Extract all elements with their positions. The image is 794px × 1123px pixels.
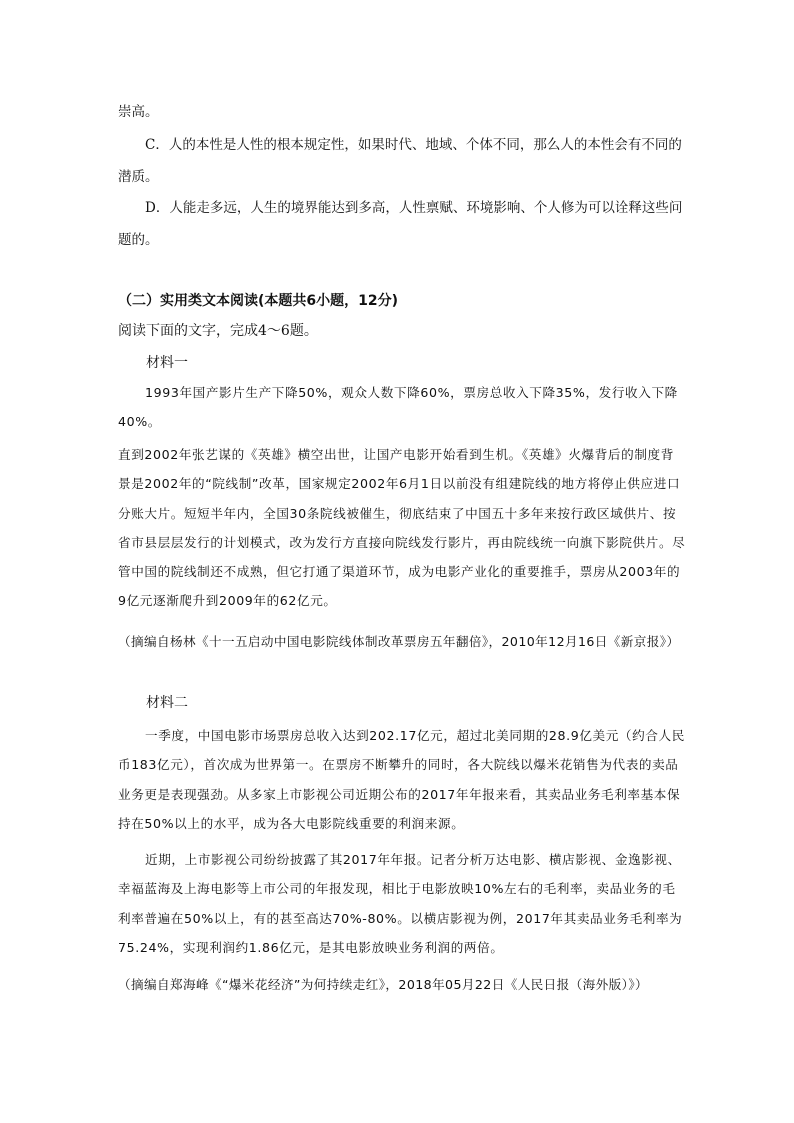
material-2-label: 材料二 xyxy=(146,695,188,711)
material-1-source: （摘编自杨林《十一五启动中国电影院线体制改革票房五年翻倍》，2010年12月16日《新京报》） xyxy=(118,634,680,649)
option-d: D．人能走多远，人生的境界能达到多高，人性禀赋、环境影响、个人修为可以诠释这些问题的。 xyxy=(118,200,683,248)
section-heading: （二）实用类文本阅读(本题共6小题，12分) xyxy=(118,293,399,309)
material-1-label: 材料一 xyxy=(146,355,188,371)
section-instruction: 阅读下面的文字，完成4～6题。 xyxy=(118,323,318,339)
material-2-paragraph-1: 一季度，中国电影市场票房总收入达到202.17亿元，超过北美同期的28.9亿美元（约合人民币183亿元），首次成为世界第一。在票房不断攀升的同时，各大院线以爆米花销售为代表的卖品业务更是表现强劲。从多家上市影视公司近期公布的2017年年报来看，其卖品业务毛利率基本保持在50%以上的水平，成为各大电影院线重要的利润来源。 xyxy=(118,728,685,831)
material-2-paragraph-2: 近期，上市影视公司纷纷披露了其2017年年报。记者分析万达电影、横店影视、金逸影视、幸福蓝海及上海电影等上市公司的年报发现，相比于电影放映10%左右的毛利率，卖品业务的毛利率普遍在50%以上，有的甚至高达70%-80%。以横店影视为例，2017年其卖品业务毛利率为75.24%，实现利润约1.86亿元，是其电影放映业务利润的两倍。 xyxy=(118,852,683,955)
option-c: C．人的本性是人性的根本规定性，如果时代、地域、个体不同，那么人的本性会有不同的潜质。 xyxy=(118,137,682,185)
material-1-paragraph-1: 1993年国产影片生产下降50%，观众人数下降60%，票房总收入下降35%，发行收入下降40%。 xyxy=(118,385,678,430)
material-1-paragraph-2: 直到2002年张艺谋的《英雄》横空出世，让国产电影开始看到生机。《英雄》火爆背后的制度背景是2002年的“院线制”改革，国家规定2002年6月1日以前没有组建院线的地方将停止供应进口分账大片。短短半年内，全国30条院线被催生，彻底结束了中国五十多年来按行政区域供片、按省市县层层发行的计划模式，改为发行方直接向院线发行影片，再由院线统一向旗下影院供片。尽管中国的院线制还不成熟，但它打通了渠道环节，成为电影产业化的重要推手，票房从2003年的9亿元逐渐爬升到2009年的62亿元。 xyxy=(118,447,686,609)
material-2-source: （摘编自郑海峰《“爆米花经济”为何持续走红》，2018年05月22日《人民日报（海外版）》） xyxy=(118,977,649,992)
option-b-continuation: 崇高。 xyxy=(118,104,159,120)
